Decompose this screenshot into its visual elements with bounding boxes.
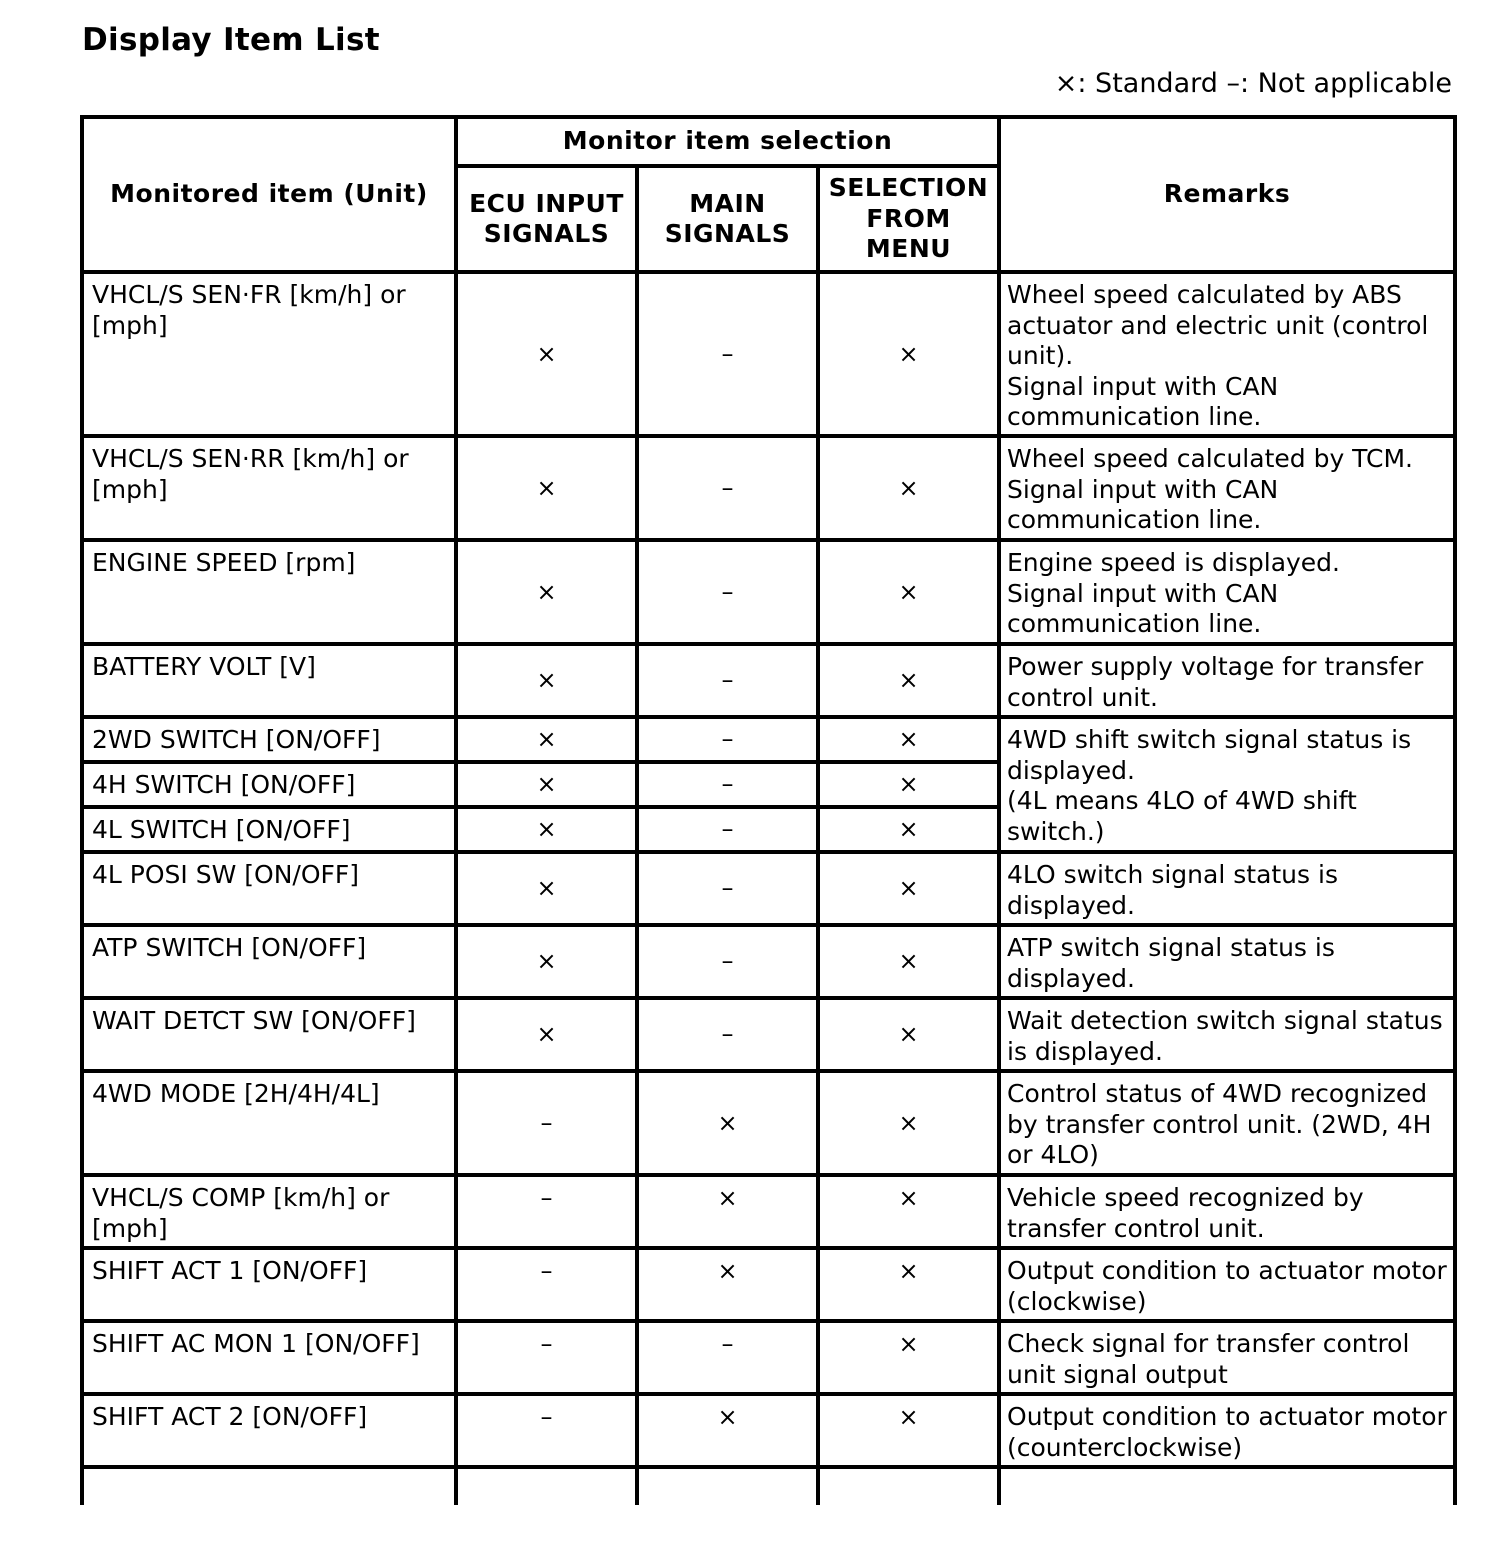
ecu-mark: ×	[456, 717, 637, 762]
remarks-line: Wheel speed calculated by ABS actuator and electric unit (control unit). Signal input with CAN communication line.	[1007, 280, 1429, 431]
item-cell: BATTERY VOLT [V]	[82, 644, 456, 717]
ecu-mark: –	[456, 1394, 637, 1467]
ecu-mark: ×	[456, 272, 637, 436]
header-ecu-input-signals: ECU INPUT SIGNALS	[456, 166, 637, 272]
ecu-mark: ×	[456, 540, 637, 644]
ecu-mark: ×	[456, 644, 637, 717]
table-row	[82, 717, 1455, 762]
main-mark: –	[637, 1321, 818, 1394]
header-remarks: Remarks	[999, 117, 1455, 272]
blank-cell	[456, 1467, 637, 1505]
item-cell: VHCL/S SEN·RR [km/h] or [mph]	[82, 436, 456, 540]
legend: ×: Standard –: Not applicable	[1054, 68, 1452, 99]
main-mark: ×	[637, 1175, 818, 1248]
main-mark: –	[637, 644, 818, 717]
item-cell: 4H SWITCH [ON/OFF]	[82, 762, 456, 807]
main-mark: –	[637, 925, 818, 998]
blank-cell	[637, 1467, 818, 1505]
remarks-line: Wheel speed calculated by TCM. Signal input with CAN communication line.	[1007, 444, 1413, 534]
menu-mark: ×	[818, 1071, 999, 1175]
remarks-cell: ATP switch signal status is displayed.	[999, 925, 1455, 998]
main-mark: –	[637, 436, 818, 540]
header-main-signals: MAIN SIGNALS	[637, 166, 818, 272]
item-cell: WAIT DETCT SW [ON/OFF]	[82, 998, 456, 1071]
menu-mark: ×	[818, 540, 999, 644]
menu-mark: ×	[818, 717, 999, 762]
table-row	[82, 1248, 1455, 1321]
menu-mark: ×	[818, 807, 999, 852]
item-cell: SHIFT AC MON 1 [ON/OFF]	[82, 1321, 456, 1394]
table-row	[82, 1321, 1455, 1394]
item-cell: ENGINE SPEED [rpm]	[82, 540, 456, 644]
remarks-cell: Wait detection switch signal status is displayed.	[999, 998, 1455, 1071]
menu-mark: ×	[818, 1248, 999, 1321]
remarks-cell: Power supply voltage for transfer control unit.	[999, 644, 1455, 717]
item-cell: VHCL/S SEN·FR [km/h] or [mph]	[82, 272, 456, 436]
table-row	[82, 1175, 1455, 1248]
menu-mark: ×	[818, 852, 999, 925]
blank-cell	[82, 1467, 456, 1505]
blank-cell	[818, 1467, 999, 1505]
ecu-mark: ×	[456, 762, 637, 807]
menu-mark: ×	[818, 1394, 999, 1467]
remarks-cell: Vehicle speed recognized by transfer control unit.	[999, 1175, 1455, 1248]
ecu-mark: ×	[456, 807, 637, 852]
menu-mark: ×	[818, 925, 999, 998]
table-row	[82, 540, 1455, 644]
page-title: Display Item List	[82, 22, 380, 58]
menu-mark: ×	[818, 436, 999, 540]
main-mark: –	[637, 540, 818, 644]
item-cell: SHIFT ACT 1 [ON/OFF]	[82, 1248, 456, 1321]
main-mark: ×	[637, 1071, 818, 1175]
ecu-mark: –	[456, 1248, 637, 1321]
ecu-mark: ×	[456, 436, 637, 540]
ecu-mark: ×	[456, 852, 637, 925]
item-cell: 4WD MODE [2H/4H/4L]	[82, 1071, 456, 1175]
ecu-mark: ×	[456, 925, 637, 998]
table-row-continued	[82, 1467, 1455, 1505]
main-mark: –	[637, 807, 818, 852]
blank-cell	[999, 1467, 1455, 1505]
ecu-mark: ×	[456, 998, 637, 1071]
main-mark: –	[637, 852, 818, 925]
remarks-line: 4WD shift switch signal status is displayed. (4L means 4LO of 4WD shift switch.)	[1007, 725, 1412, 846]
menu-mark: ×	[818, 1321, 999, 1394]
header-monitor-item-selection: Monitor item selection	[456, 117, 999, 166]
main-mark: ×	[637, 1394, 818, 1467]
item-cell: ATP SWITCH [ON/OFF]	[82, 925, 456, 998]
remarks-cell: Output condition to actuator motor (counterclockwise)	[999, 1394, 1455, 1467]
menu-mark: ×	[818, 1175, 999, 1248]
main-mark: –	[637, 762, 818, 807]
table-row	[82, 852, 1455, 925]
main-mark: –	[637, 998, 818, 1071]
table-row	[82, 998, 1455, 1071]
table-row	[82, 1071, 1455, 1175]
remarks-line: Engine speed is displayed. Signal input with CAN communication line.	[1007, 548, 1340, 638]
remarks-cell	[999, 272, 1455, 436]
item-cell: SHIFT ACT 2 [ON/OFF]	[82, 1394, 456, 1467]
menu-mark: ×	[818, 272, 999, 436]
item-cell: 2WD SWITCH [ON/OFF]	[82, 717, 456, 762]
menu-mark: ×	[818, 644, 999, 717]
remarks-cell: Control status of 4WD recognized by transfer control unit. (2WD, 4H or 4LO)	[999, 1071, 1455, 1175]
menu-mark: ×	[818, 998, 999, 1071]
remarks-cell: 4LO switch signal status is displayed.	[999, 852, 1455, 925]
table-row	[82, 272, 1455, 436]
header-selection-from-menu: SELECTION FROM MENU	[818, 166, 999, 272]
ecu-mark: –	[456, 1175, 637, 1248]
remarks-cell	[999, 540, 1455, 644]
table-row	[82, 436, 1455, 540]
table-row	[82, 644, 1455, 717]
remarks-cell	[999, 717, 1455, 852]
item-cell: 4L POSI SW [ON/OFF]	[82, 852, 456, 925]
item-cell: 4L SWITCH [ON/OFF]	[82, 807, 456, 852]
header-monitored-item: Monitored item (Unit)	[82, 117, 456, 272]
table-row	[82, 925, 1455, 998]
remarks-cell: Check signal for transfer control unit signal output	[999, 1321, 1455, 1394]
ecu-mark: –	[456, 1071, 637, 1175]
item-cell: VHCL/S COMP [km/h] or [mph]	[82, 1175, 456, 1248]
main-mark: –	[637, 272, 818, 436]
remarks-cell	[999, 436, 1455, 540]
menu-mark: ×	[818, 762, 999, 807]
table-row	[82, 1394, 1455, 1467]
ecu-mark: –	[456, 1321, 637, 1394]
main-mark: –	[637, 717, 818, 762]
display-item-table	[80, 115, 1457, 1505]
remarks-cell: Output condition to actuator motor (clockwise)	[999, 1248, 1455, 1321]
main-mark: ×	[637, 1248, 818, 1321]
